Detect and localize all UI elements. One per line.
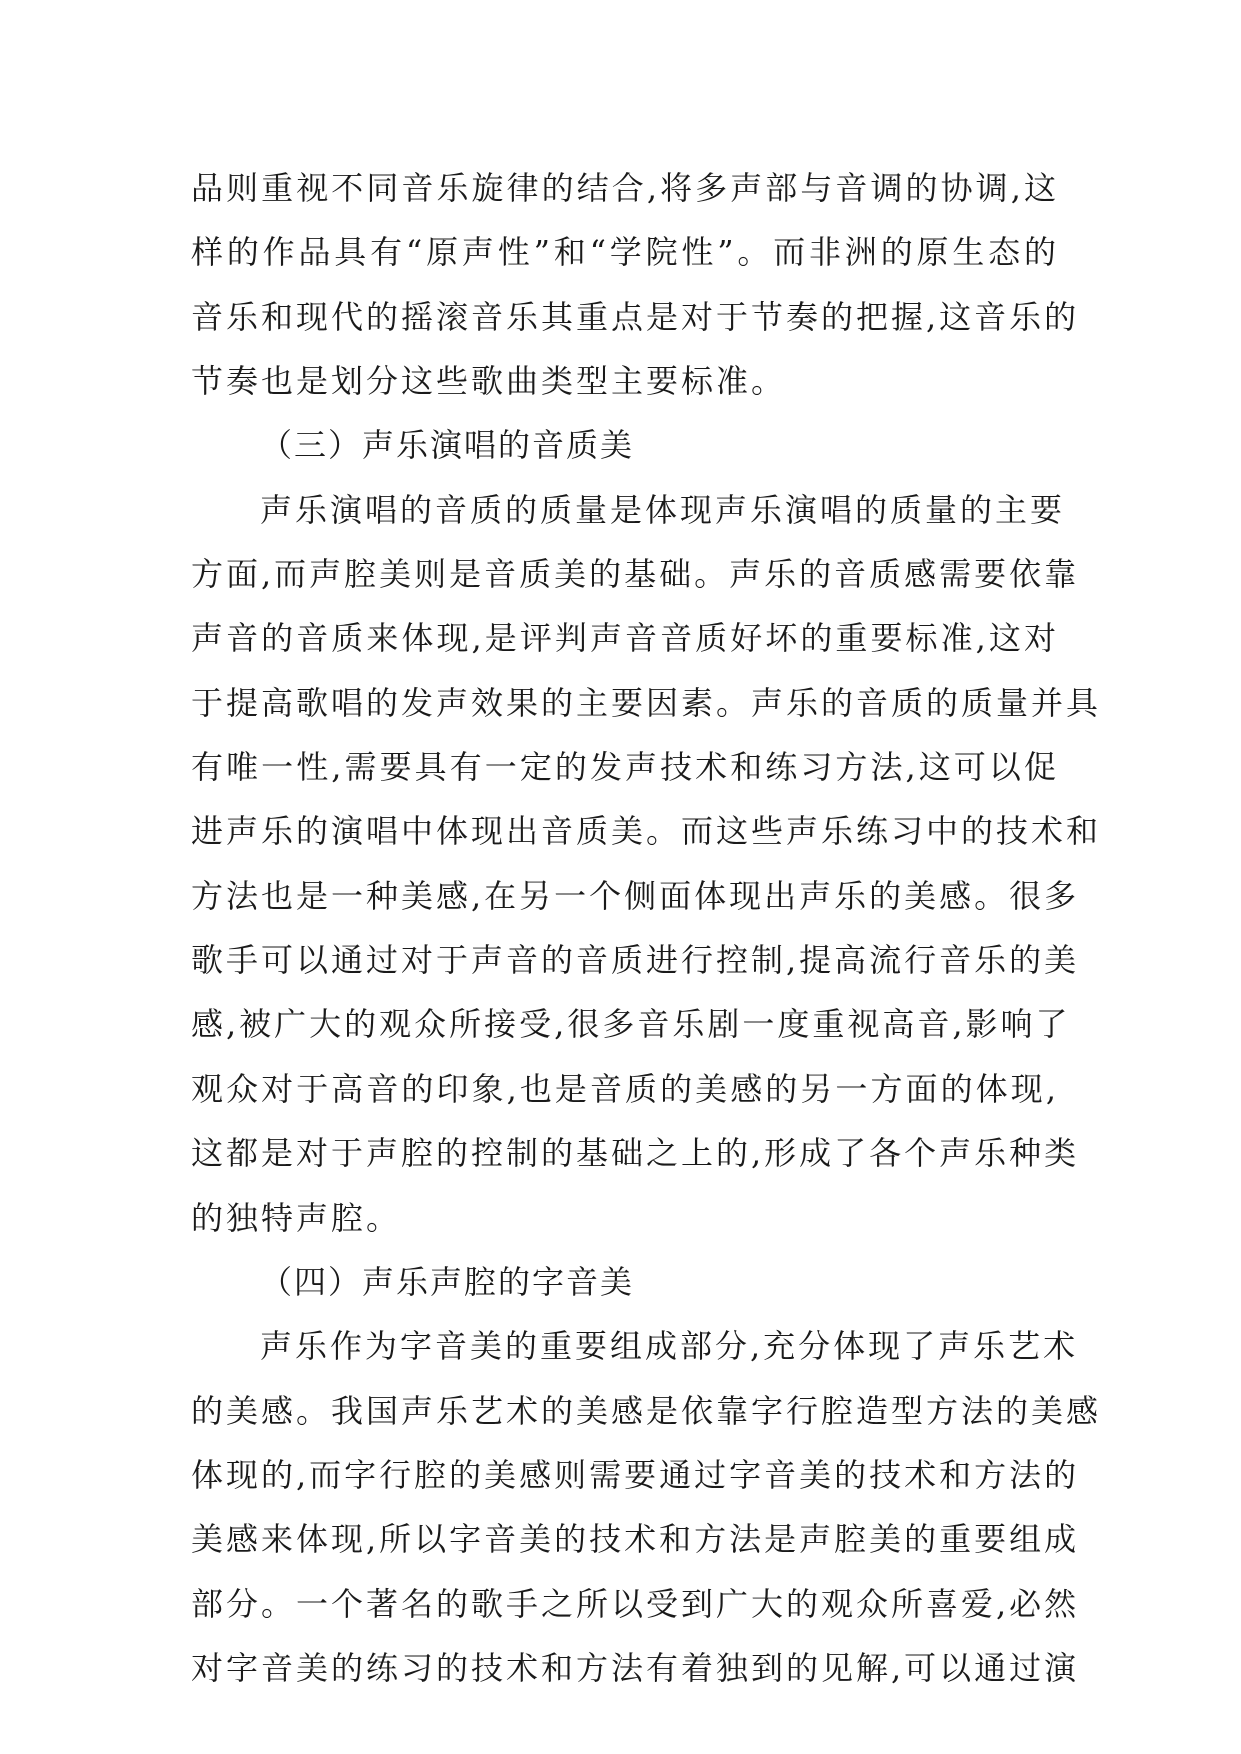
paragraph-line: 品则重视不同音乐旋律的结合,将多声部与音调的协调,这 <box>191 169 1059 207</box>
paragraph-line: 体现的,而字行腔的美感则需要通过字音美的技术和方法的 <box>191 1455 1080 1494</box>
paragraph-line: 方法也是一种美感,在另一个侧面体现出声乐的美感。很多 <box>191 876 1080 915</box>
paragraph-line: 感,被广大的观众所接受,很多音乐剧一度重视高音,影响了 <box>191 1005 1071 1044</box>
paragraph-line: 声乐作为字音美的重要组成部分,充分体现了声乐艺术 <box>260 1327 1079 1366</box>
paragraph-line: 这都是对于声腔的控制的基础之上的,形成了各个声乐种类 <box>191 1134 1080 1173</box>
paragraph-line: 音乐和现代的摇滚音乐其重点是对于节奏的把握,这音乐的 <box>191 297 1080 336</box>
section-heading: （三）声乐演唱的音质美 <box>260 426 635 465</box>
paragraph-line: 于提高歌唱的发声效果的主要因素。声乐的音质的质量并具 <box>191 683 1102 722</box>
section-heading: （四）声乐声腔的字音美 <box>260 1262 635 1301</box>
body-text <box>191 156 1102 1700</box>
paragraph-line: 样的作品具有“原声性”和“学院性”。而非洲的原生态的 <box>191 233 1059 272</box>
paragraph-line: 对字音美的练习的技术和方法有着独到的见解,可以通过演 <box>191 1648 1080 1687</box>
paragraph-line: 歌手可以通过对于声音的音质进行控制,提高流行音乐的美 <box>191 941 1080 980</box>
paragraph-line: 节奏也是划分这些歌曲类型主要标准。 <box>191 362 787 401</box>
paragraph-line: 的独特声腔。 <box>191 1198 402 1237</box>
paragraph-line: 的美感。我国声乐艺术的美感是依靠字行腔造型方法的美感 <box>191 1391 1102 1430</box>
paragraph-line: 声音的音质来体现,是评判声音音质好坏的重要标准,这对 <box>191 619 1059 658</box>
paragraph-line: 进声乐的演唱中体现出音质美。而这些声乐练习中的技术和 <box>191 812 1102 851</box>
paragraph-line: 声乐演唱的音质的质量是体现声乐演唱的质量的主要 <box>260 490 1066 529</box>
paragraph-line: 观众对于高音的印象,也是音质的美感的另一方面的体现, <box>191 1069 1059 1108</box>
paragraph-line: 有唯一性,需要具有一定的发声技术和练习方法,这可以促 <box>191 748 1059 787</box>
paragraph-line: 部分。一个著名的歌手之所以受到广大的观众所喜爱,必然 <box>191 1584 1080 1623</box>
paragraph-line: 美感来体现,所以字音美的技术和方法是声腔美的重要组成 <box>191 1520 1080 1559</box>
paragraph-line: 方面,而声腔美则是音质美的基础。声乐的音质感需要依靠 <box>191 555 1080 594</box>
